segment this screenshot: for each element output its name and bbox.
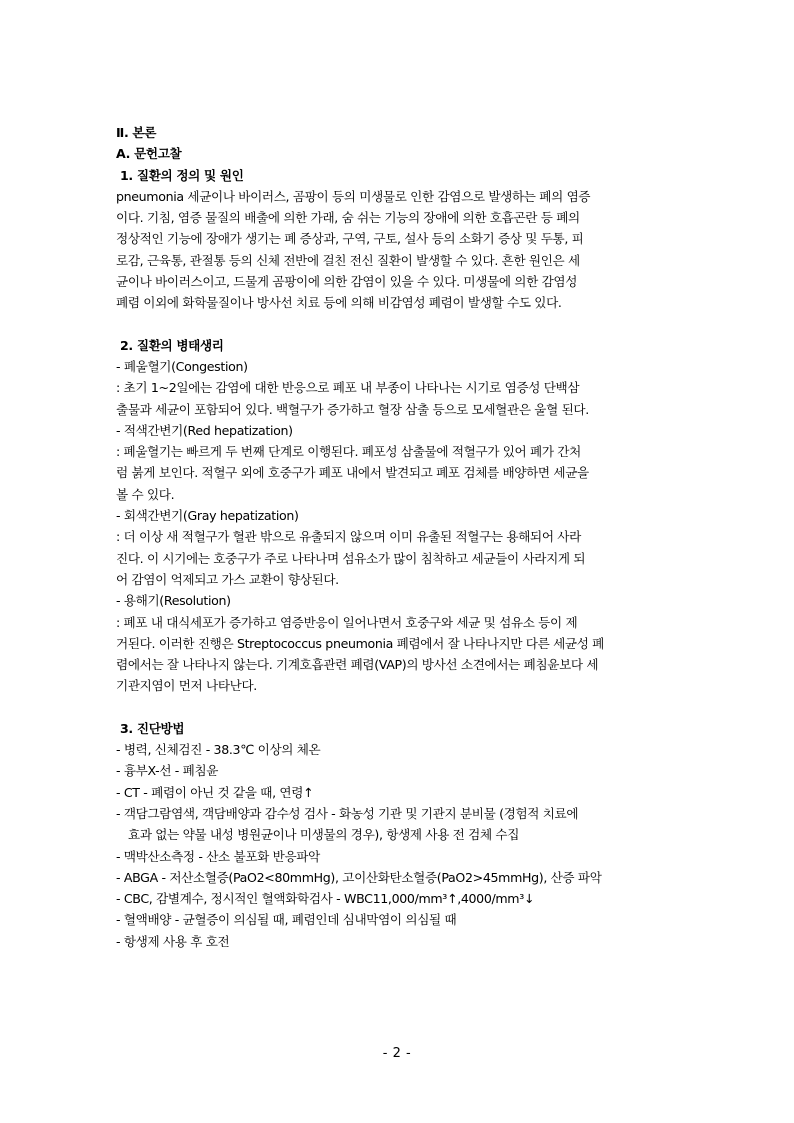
stage-gray-hepatization	[116, 505, 682, 590]
stage-line: 렴에서는 잘 나타나지 않는다. 기계호흡관련 폐렴(VAP)의 방사선 소견에서는 폐침윤보다 세	[116, 657, 599, 673]
list-item: - ABGA - 저산소혈증(PaO2<80mmHg), 고이산화탄소혈증(PaO2>45mmHg), 산증 파악	[116, 869, 602, 885]
stage-congestion	[116, 356, 682, 420]
paragraph-line: 균이나 바이러스이고, 드물게 곰팡이에 의한 감염이 있을 수 있다. 미생물에 의한 감염성	[116, 274, 578, 290]
stage-line: 어 감염이 억제되고 가스 교환이 향상된다.	[116, 571, 339, 587]
stage-line: 출물과 세균이 포함되어 있다. 백혈구가 증가하고 혈장 삼출 등으로 모세혈관은 울혈 된다.	[116, 401, 589, 417]
diagnosis-list	[116, 739, 682, 952]
subsection-title: A. 문헌고찰	[116, 146, 182, 162]
list-item: - 병력, 신체검진 - 38.3℃ 이상의 체온	[116, 742, 321, 758]
stage-resolution	[116, 590, 682, 696]
stage-title: - 폐울혈기(Congestion)	[116, 358, 248, 374]
list-item: - 항생제 사용 후 호전	[116, 933, 230, 949]
paragraph-line: 이다. 기침, 염증 물질의 배출에 의한 가래, 숨 쉬는 기능의 장애에 의한 호흡곤란 등 폐의	[116, 210, 580, 226]
stage-line: : 더 이상 새 적혈구가 혈관 밖으로 유출되지 않으며 이미 유출된 적혈구는 용해되어 사라	[116, 529, 581, 545]
paragraph-line: 정상적인 기능에 장애가 생기는 폐 증상과, 구역, 구토, 설사 등의 소화기 증상 및 두통, 피	[116, 231, 584, 247]
page-number: - 2 -	[382, 1046, 412, 1061]
stage-title: - 회색간변기(Gray hepatization)	[116, 508, 299, 524]
stage-line: : 초기 1~2일에는 감염에 대한 반응으로 폐포 내 부종이 나타나는 시기로 염증성 단백삼	[116, 380, 580, 396]
list-item: - 흉부X-선 - 폐침윤	[116, 763, 219, 779]
paragraph-line: 로감, 근육통, 관절통 등의 신체 전반에 걸친 전신 질환이 발생할 수 있다. 흔한 원인은 세	[116, 252, 580, 268]
topic1-paragraph	[116, 186, 682, 314]
list-item: - 객담그람염색, 객담배양과 감수성 검사 - 화농성 기관 및 기관지 분비물 (경험적 치료에	[116, 805, 579, 821]
stage-red-hepatization	[116, 420, 682, 505]
stage-title: - 용해기(Resolution)	[116, 593, 231, 609]
list-item: - CT - 폐렴이 아닌 것 같을 때, 연령↑	[116, 784, 314, 800]
paragraph-line: 폐렴 이외에 화학물질이나 방사선 치료 등에 의해 비감염성 폐렴이 발생할 수도 있다.	[116, 295, 562, 311]
topic3-heading: 3. 진단방법	[120, 720, 185, 736]
page-content	[116, 122, 682, 952]
stage-line: 진다. 이 시기에는 호중구가 주로 나타나며 섬유소가 많이 침착하고 세균들이 사라지게 되	[116, 550, 586, 566]
list-item: - 맥박산소측정 - 산소 불포화 반응파악	[116, 848, 320, 864]
section-title: Ⅱ. 본론	[116, 125, 157, 140]
list-item: - 혈액배양 - 균혈증이 의심될 때, 폐렴인데 심내막염이 의심될 때	[116, 912, 457, 928]
stage-line: : 폐포 내 대식세포가 증가하고 염증반응이 일어나면서 호중구와 세균 및 섬유소 등이 제	[116, 614, 578, 630]
stage-line: 기관지염이 먼저 나타난다.	[116, 678, 257, 694]
stage-title: - 적색간변기(Red hepatization)	[116, 422, 293, 438]
stage-line: 럼 붉게 보인다. 적혈구 외에 호중구가 폐포 내에서 발견되고 폐포 검체를 배양하면 세균을	[116, 465, 589, 481]
spacer	[116, 697, 682, 718]
topic2-heading: 2. 질환의 병태생리	[120, 337, 224, 353]
stage-line: : 폐울혈기는 빠르게 두 번째 단계로 이행된다. 폐포성 삼출물에 적혈구가 있어 폐가 간처	[116, 444, 581, 460]
stage-line: 거된다. 이러한 진행은 Streptococcus pneumonia 폐렴에서 잘 나타나지만 다른 세균성 폐	[116, 635, 604, 651]
list-item-continuation: 효과 없는 약물 내성 병원균이나 미생물의 경우), 항생제 사용 전 검체 수집	[128, 827, 520, 843]
list-item: - CBC, 감별계수, 정시적인 혈액화학검사 - WBC11,000/mm³↑,4000/mm³↓	[116, 891, 535, 907]
spacer	[116, 314, 682, 335]
topic1-heading: 1. 질환의 정의 및 원인	[120, 167, 244, 183]
paragraph-line: pneumonia 세균이나 바이러스, 곰팡이 등의 미생물로 인한 감염으로 발생하는 폐의 염증	[116, 188, 591, 204]
stage-line: 볼 수 있다.	[116, 486, 175, 502]
